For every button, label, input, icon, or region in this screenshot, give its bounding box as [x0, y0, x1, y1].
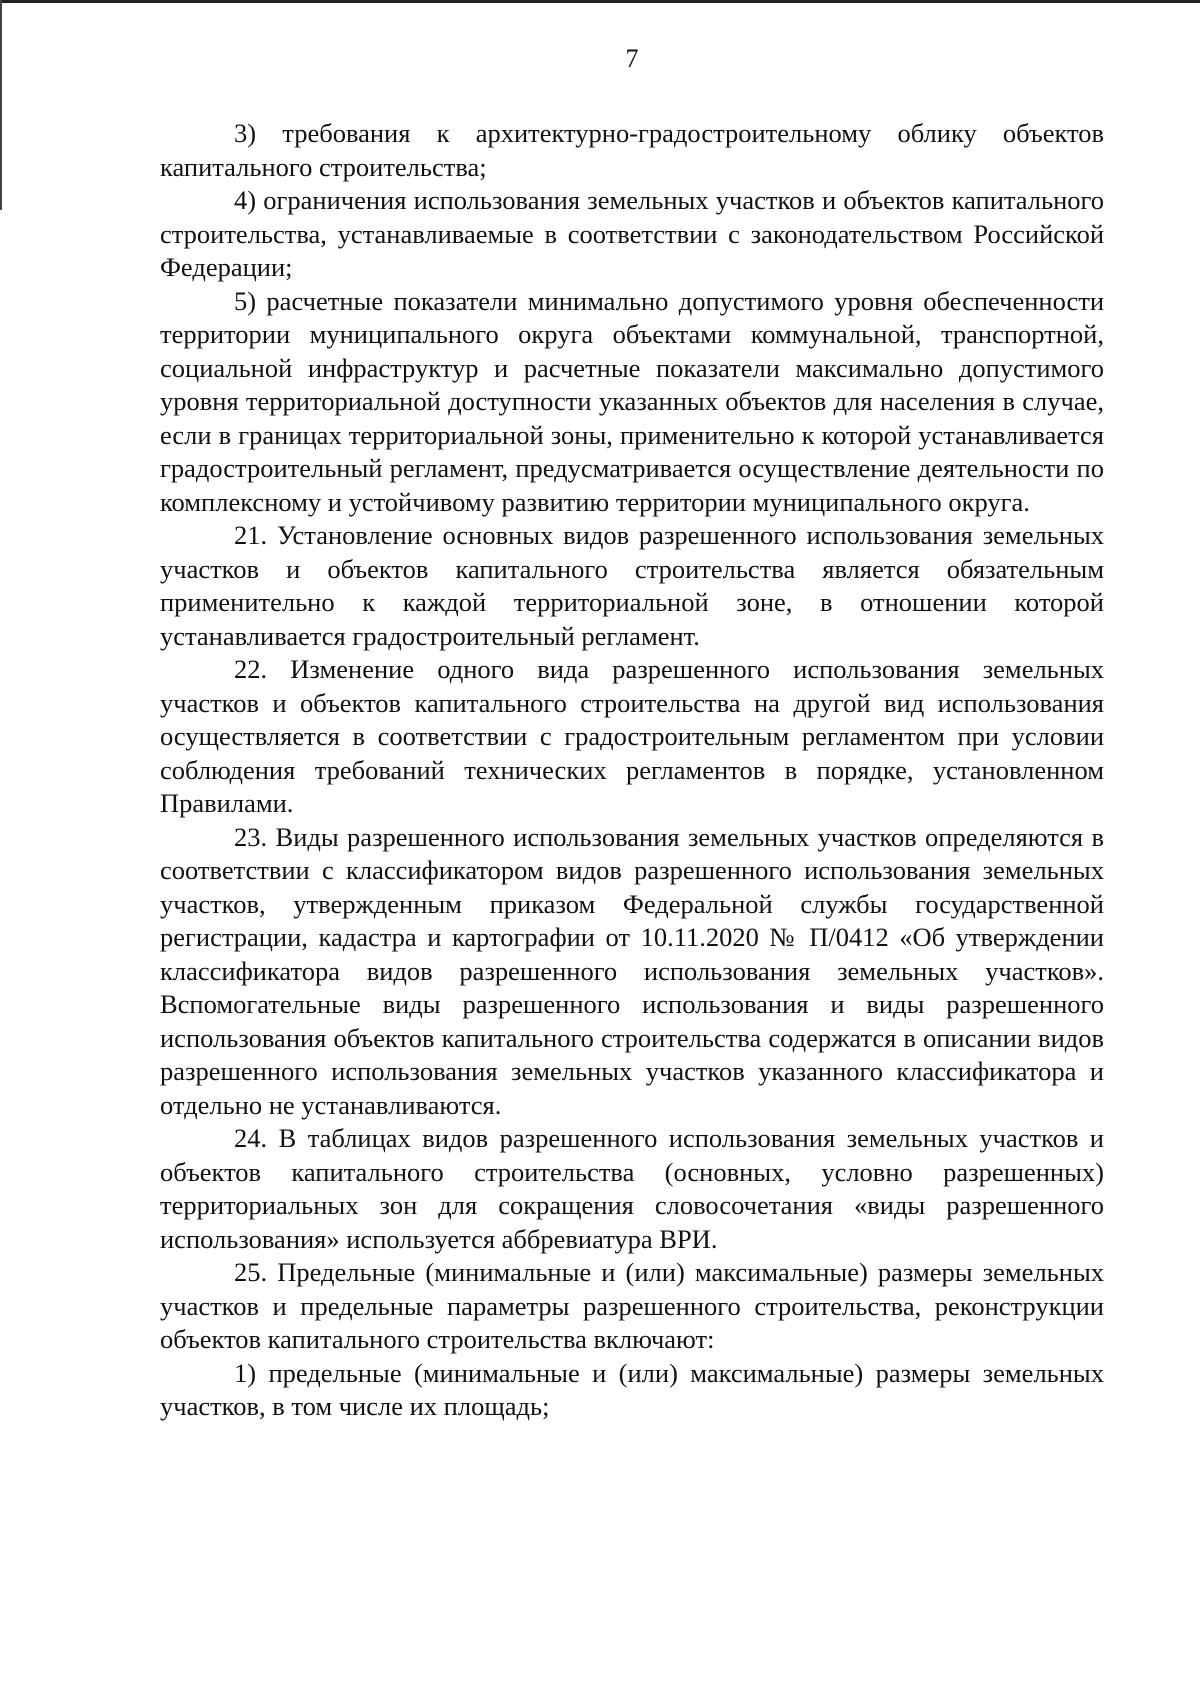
page-left-edge	[0, 0, 2, 210]
page-top-edge	[0, 0, 1200, 3]
paragraph-section-25-item-1: 1) предельные (минимальные и (или) максимальные) размеры земельных участков, в том числе их площадь;	[160, 1357, 1104, 1421]
paragraph-item-4-use-restrictions: 4) ограничения использования земельных участков и объектов капитального строительства, устанавливаемые в соответствии с законодательством Российской Федерации;	[160, 185, 1104, 282]
paragraph-section-22: 22. Изменение одного вида разрешенного использования земельных участков и объектов капитального строительства на другой вид использования осуществляется в соответствии с градостроительным регламентом при условии соблюдения требований технических регламентов в порядке, установленном Правилами.	[160, 654, 1104, 818]
paragraph-section-21: 21. Установление основных видов разрешенного использования земельных участков и объектов капитального строительства является обязательным применительно к каждой территориальной зоне, в отношении которой устанавливается градостроительный регламент.	[160, 520, 1104, 651]
paragraph-section-23: 23. Виды разрешенного использования земельных участков определяются в соответствии с классификатором видов разрешенного использования земельных участков, утвержденным приказом Федеральной службы государственной регистрации, кадастра и картографии от 10.11.2020 № П/0412 «Об утверждении классификатора видов разрешенного использования земельных участков». Вспомогательные виды разрешенного использования и виды разрешенного использования объектов капитального строительства содержатся в описании видов разрешенного использования земельных участков указанного классификатора и отдельно не устанавливаются.	[160, 821, 1104, 1120]
document-body	[160, 117, 1104, 1424]
paragraph-section-24: 24. В таблицах видов разрешенного использования земельных участков и объектов капитального строительства (основных, условно разрешенных) территориальных зон для сокращения словосочетания «виды разрешенного использования» используется аббревиатура ВРИ.	[160, 1123, 1104, 1254]
paragraph-section-25: 25. Предельные (минимальные и (или) максимальные) размеры земельных участков и предельные параметры разрешенного строительства, реконструкции объектов капитального строительства включают:	[160, 1257, 1104, 1354]
page-number: 7	[625, 44, 639, 73]
paragraph-item-5-calculated-indicators: 5) расчетные показатели минимально допустимого уровня обеспеченности территории муниципального округа объектами коммунальной, транспортной, социальной инфраструктур и расчетные показатели максимально допустимого уровня территориальной доступности указанных объектов для населения в случае, если в границах территориальной зоны, применительно к которой устанавливается градостроительный регламент, предусматривается осуществление деятельности по комплексному и устойчивому развитию территории муниципального округа.	[160, 285, 1104, 517]
paragraph-item-3-architectural-requirements: 3) требования к архитектурно-градостроительному облику объектов капитального строительства;	[160, 118, 1104, 182]
